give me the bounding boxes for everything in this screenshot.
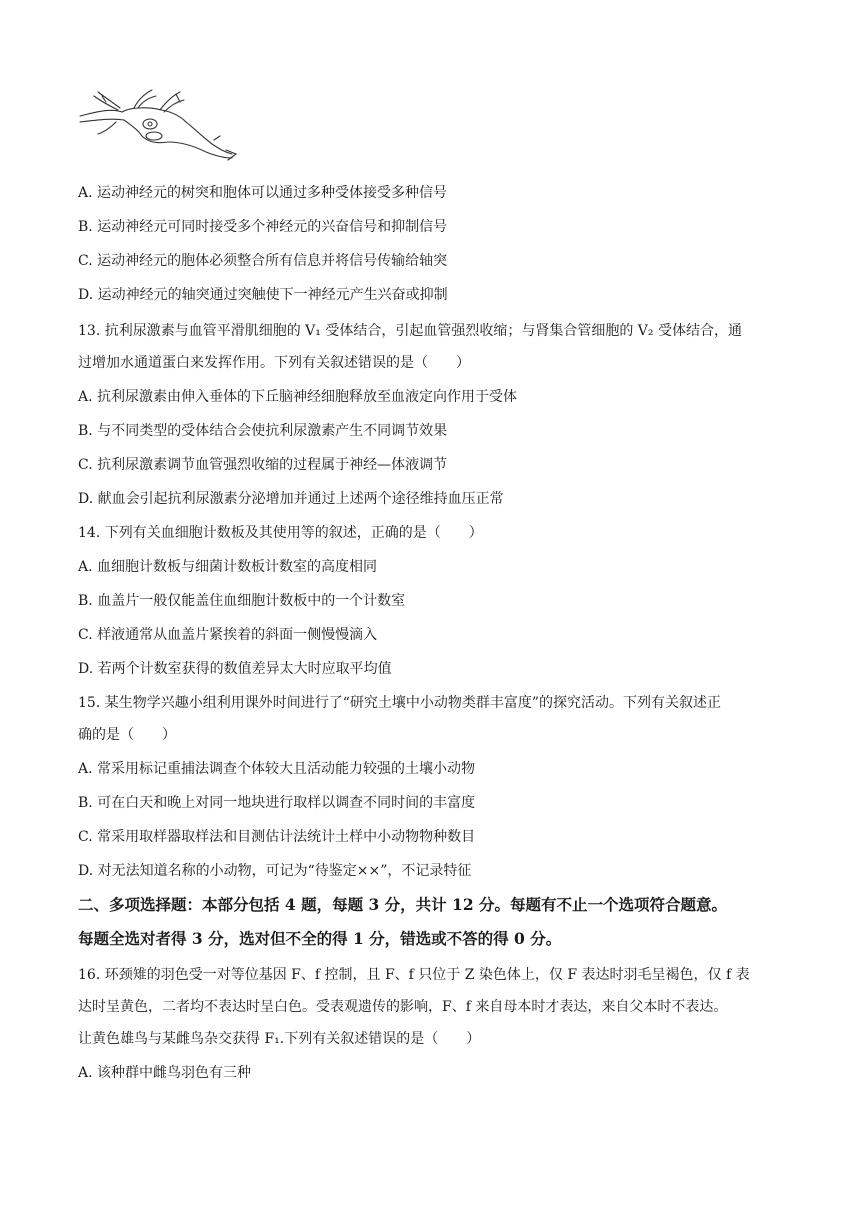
text-line-26: A. 该种群中雌鸟羽色有三种 <box>78 1065 252 1081</box>
text-line-17: A. 常采用标记重捕法调查个体较大且活动能力较强的土壤小动物 <box>78 761 476 777</box>
text-line-6: A. 抗利尿激素由伸入垂体的下丘脑神经细胞释放至血液定向作用于受体 <box>78 389 518 405</box>
text-line-12: B. 血盖片一般仅能盖住血细胞计数板中的一个计数室 <box>78 593 406 609</box>
text-line-3: D. 运动神经元的轴突通过突触使下一神经元产生兴奋或抑制 <box>78 287 448 303</box>
text-line-20: D. 对无法知道名称的小动物，可记为“待鉴定××”，不记录特征 <box>78 863 472 879</box>
text-line-8: C. 抗利尿激素调节血管强烈收缩的过程属于神经—体液调节 <box>78 457 448 473</box>
text-line-0: A. 运动神经元的树突和胞体可以通过多种受体接受多种信号 <box>78 185 448 201</box>
text-line-1: B. 运动神经元可同时接受多个神经元的兴奋信号和抑制信号 <box>78 219 448 235</box>
text-line-19: C. 常采用取样器取样法和目测估计法统计土样中小动物物种数目 <box>78 829 476 845</box>
text-line-4: 13. 抗利尿激素与血管平滑肌细胞的 V₁ 受体结合，引起血管强烈收缩；与肾集合管细胞的 V₂ 受体结合，通 <box>78 323 742 339</box>
text-line-15: 15. 某生物学兴趣小组利用课外时间进行了“研究土壤中小动物类群丰富度”的探究活动。下列有关叙述正 <box>78 695 722 711</box>
text-line-22: 每题全选对者得 3 分，选对但不全的得 1 分，错选或不答的得 0 分。 <box>78 929 562 948</box>
text-line-23: 16. 环颈雉的羽色受一对等位基因 F、f 控制，且 F、f 只位于 Z 染色体上，仅 F 表达时羽毛呈褐色，仅 f 表 <box>78 967 750 983</box>
text-line-5: 过增加水通道蛋白来发挥作用。下列有关叙述错误的是（ ） <box>78 355 470 371</box>
text-line-16: 确的是（ ） <box>78 727 176 743</box>
text-line-10: 14. 下列有关血细胞计数板及其使用等的叙述，正确的是（ ） <box>78 525 483 541</box>
neuron-diagram-icon <box>76 82 242 168</box>
text-line-18: B. 可在白天和晚上对同一地块进行取样以调查不同时间的丰富度 <box>78 795 476 811</box>
text-line-2: C. 运动神经元的胞体必须整合所有信息并将信号传输给轴突 <box>78 253 448 269</box>
text-line-14: D. 若两个计数室获得的数值差异太大时应取平均值 <box>78 661 392 677</box>
text-line-11: A. 血细胞计数板与细菌计数板计数室的高度相同 <box>78 559 378 575</box>
text-line-13: C. 样液通常从血盖片紧挨着的斜面一侧慢慢滴入 <box>78 627 378 643</box>
text-line-21: 二、多项选择题：本部分包括 4 题，每题 3 分，共计 12 分。每题有不止一个选项符合题意。 <box>78 895 728 914</box>
text-line-7: B. 与不同类型的受体结合会使抗利尿激素产生不同调节效果 <box>78 423 448 439</box>
text-line-25: 让黄色雄鸟与某雌鸟杂交获得 F₁.下列有关叙述错误的是（ ） <box>78 1031 481 1047</box>
text-line-9: D. 献血会引起抗利尿激素分泌增加并通过上述两个途径维持血压正常 <box>78 491 504 507</box>
text-line-24: 达时呈黄色，二者均不表达时呈白色。受表观遗传的影响，F、f 来自母本时才表达，来自父本时不表达。 <box>78 999 728 1015</box>
